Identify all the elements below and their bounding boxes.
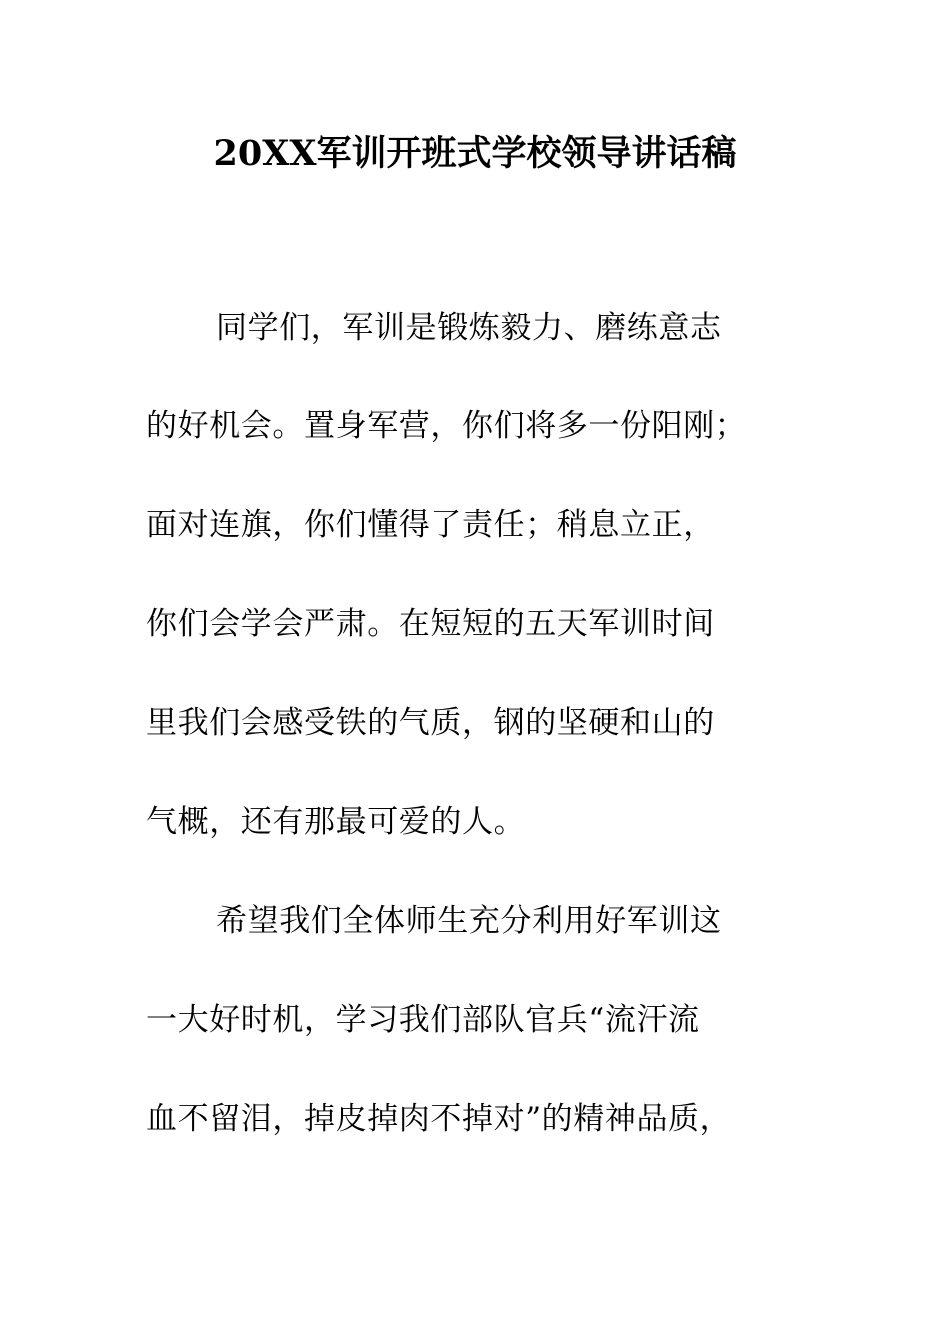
- paragraph-line: 面对连旗，你们懂得了责任；稍息立正，: [146, 507, 715, 543]
- paragraph-line: 血不留泪，掉皮掉肉不掉对”的精神品质，: [146, 1101, 732, 1137]
- paragraph-line: 一大好时机，学习我们部队官兵“流汗流: [146, 1002, 700, 1038]
- paragraph-line: 里我们会感受铁的气质，钢的坚硬和山的: [146, 705, 715, 741]
- paragraph-line: 希望我们全体师生充分利用好军训这: [216, 903, 722, 939]
- document-title: 20XX军训开班式学校领导讲话稿: [213, 133, 737, 174]
- paragraph-line: 气概，还有那最可爱的人。: [146, 804, 526, 840]
- paragraph-line: 你们会学会严肃。在短短的五天军训时间: [146, 606, 715, 642]
- paragraph-line: 同学们，军训是锻炼毅力、磨练意志: [216, 310, 722, 346]
- paragraph-line: 的好机会。置身军营，你们将多一份阳刚；: [146, 408, 747, 444]
